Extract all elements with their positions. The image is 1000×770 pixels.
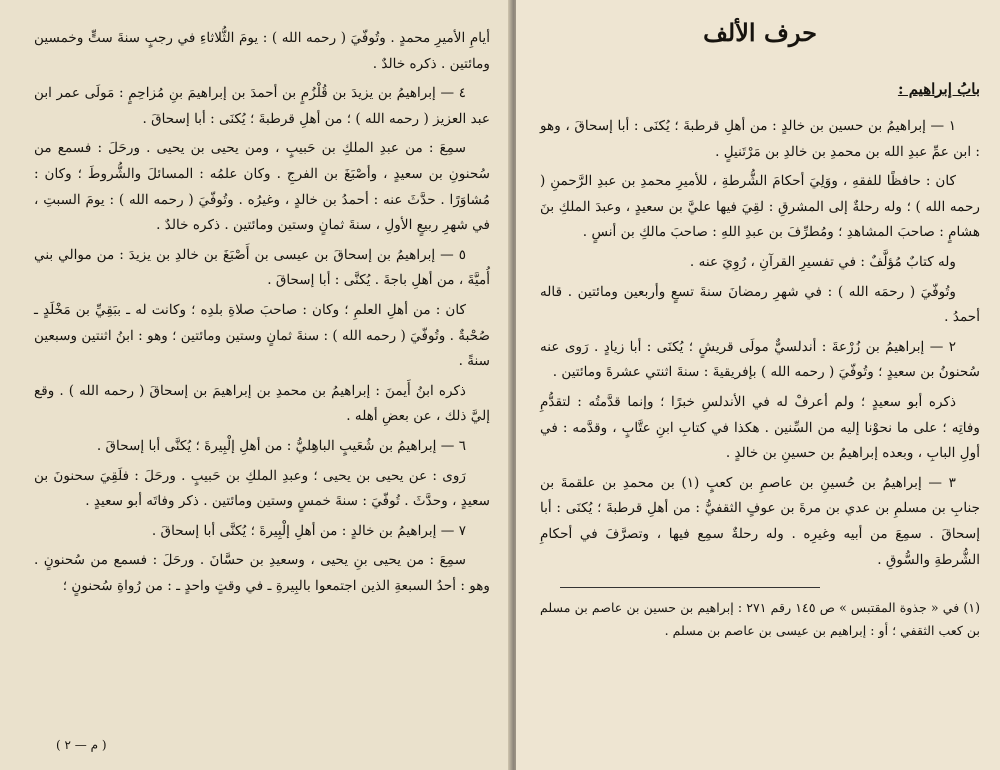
right-paragraph-3: وله كتابٌ مُؤلَّفٌ : في تفسيرِ القرآنِ ، رُوِيَ عنه .	[689, 253, 956, 270]
footnote-divider	[560, 587, 820, 588]
left-entry-6: ٦ — إبراهيمُ بن شُعَيبٍ الباهِليُّ : من أهلِ إلْبِيرةَ ؛ يُكنَّى أبا إسحاقَ .	[96, 437, 466, 454]
right-entry-1: ١ — إبراهيمُ بن حسين بن خالدٍ : من أهلِ قرطبةَ ؛ يُكنَى : أبا إسحاقَ ، وهو : ابن عمِّ عبدِ الله بن محمدِ بن خالدِ بن مَرْتَنيلٍ .	[540, 118, 980, 160]
left-paragraph-1: أيامِ الأميرِ محمدٍ . وتُوفّيَ ( رحمه الله ) : يومَ الثُّلاثاءِ في رجبٍ سنةَ ستٍّ وخمسين ومائتين . ذكره خالدٌ .	[34, 30, 490, 72]
left-paragraph-5: كان : من أهلِ العلمِ ؛ وكان : صاحبَ صلاةِ بلدِه ؛ وكانت له ـ ببَقِيِّ بن مَخْلَدٍ ـ صُحْبةٌ . وتُوفّيَ ( رحمه الله ) : سنةَ ثمانٍ وستين ومائتين ؛ وهو : ابنُ اثنتين وسبعين سنةً .	[34, 301, 490, 370]
left-paragraph-3: سمِعَ : من عبدِ الملكِ بن حَبيبٍ ، ومن يحيى بن يحيى . ورحَلَ : فسمع من سُحنونِ بن سعيدٍ ، وأصْبَغَ بن الفرجِ . وكان علمُه : المسائلَ والشُّروطَ ؛ وكان : مُشاوَرًا . حدَّثَ عنه : أحمدُ بن خالدٍ ، وغيرُه . وتُوفّيَ ( رحمه الله ) : يومَ السبتِ ، في شهرِ ربيعٍ الأولِ ، سنةَ ثمانٍ وستين ومائتين . ذكره خالدٌ .	[34, 140, 490, 234]
chapter-title: حرف الألف	[703, 18, 817, 47]
right-page	[516, 0, 1000, 770]
section-heading: بابُ إبراهيم :	[897, 80, 980, 98]
left-paragraph-10: سمِعَ : من يحيى بنِ يحيى ، وسعيدِ بن حسَّانَ . ورحَلَ : فسمع من سُحنونٍ . وهو : أحدُ السبعةِ الذين اجتمعوا بالبِيرةِ ـ في وقتٍ واحدٍ ـ : من رُواةِ سُحنونٍ ؛	[34, 552, 490, 594]
left-paragraph-8: رَوى : عن يحيى بن يحيى ؛ وعبدِ الملكِ بن حَبيبٍ . ورحَلَ : فلَقِيَ سحنونَ بن سعيدٍ ، وحدَّثَ . تُوفّيَ : سنةَ خمسٍ وستين ومائتين . ذكر وفاتَه أبو سعيدٍ .	[34, 467, 490, 510]
left-paragraph-6: ذكره ابنُ أَيمنَ : إبراهيمُ بن محمدِ بن إبراهيمَ بن إسحاقَ ( رحمه الله ) . وقع إليَّ ذلك ، عن بعضِ أهله .	[34, 382, 490, 425]
left-entry-7: ٧ — إبراهيمُ بن خالدٍ : من أهلِ إلْبِيرةَ ؛ يُكنَّى أبا إسحاقَ .	[151, 522, 466, 539]
footnote: (١) في « جذوة المقتبس » ص ١٤٥ رقم ٢٧١ : إبراهيم بن حسين بن عاصم بن مسلم بن كعب الثقفي ؛ أو : إبراهيم بن عيسى بن عاصم بن مسلم .	[540, 600, 981, 639]
left-entry-5: ٥ — إبراهيمُ بن إسحاقَ بن عيسى بن أَصْبَغَ بن خالدِ بن يزيدَ : من موالي بني أُميَّةَ ، من أهلِ باجةَ . يُكنَّى : أبا إسحاقَ .	[34, 246, 490, 289]
right-entry-2: ٢ — إبراهيمُ بن زُرْعةَ : أندلسيٌّ مولَى قريشٍ ؛ يُكنَى : أبا زيادٍ . رَوى عنه سُحنونُ بن سعيدٍ ؛ وتُوفّيَ ( رحمه الله ) بإفريقيةَ : سنةَ اثنتي عشرةَ ومائتين .	[540, 338, 980, 381]
left-entry-4: ٤ — إبراهيمُ بن يزيدَ بن قُلْزُمٍ بن أحمدَ بن إبراهيمَ بنِ مُزاحِمٍ : مَولَى عمر ابن عبد العزيز ( رحمه الله ) ؛ من أهلِ قرطبةَ ؛ يُكنَى : أبا إسحاقَ .	[34, 85, 490, 127]
right-entry-3: ٣ — إبراهيمُ بن حُسينِ بن عاصمِ بن كعبٍ (١) بن محمدِ بن علقمةَ بن جنابِ بن مسلمِ بن عدي بن مرةَ بن عوفٍ الثقفيُّ : من أهلِ قرطبةَ ؛ يُكنَى : أبا إسحاقَ . سمِعَ من أبيه وغيرِه . وله رحلةٌ سمِع فيها ، وتصرَّفَ في أحكامِ الشُّرطةِ والسُّوقِ .	[540, 474, 980, 568]
right-paragraph-4: وتُوفّيَ ( رحمَه الله ) : في شهرِ رمضانَ سنةَ تسعٍ وأربعين ومائتين . قاله أحمدُ .	[540, 283, 980, 326]
right-paragraph-2: كان : حافظًا للفقهِ ، ووَلِيَ أحكامَ الشُّرطةِ ، للأميرِ محمدِ بن عبدِ الرَّحمنِ ( رحمه الله ) ؛ وله رحلةٌ إلى المشرقِ : لقِيَ فيها عليَّ بن سعيدٍ ، وعبدَ الملكِ بنَ هشامٍ : صاحبَ المشاهدِ ؛ ومُطرِّفَ بن عبدِ اللهِ : صاحبَ مالكِ بن أنسٍ .	[540, 173, 980, 241]
right-paragraph-6: ذكره أبو سعيدٍ ؛ ولم أعرفْ له في الأندلسِ خبرًا ؛ وإنما قدَّمتُه : لتقدُّمِ وفاتِه ؛ على ما نحوْنا إليه من السِّنين . هكذا في كتابِ ابنِ عتَّابٍ ، وقدَّمه : في أولِ البابِ ، وبعده إبراهيمُ بن حسينِ بن خالدٍ .	[540, 393, 980, 462]
page-folio: ( م — ٢ )	[56, 738, 107, 752]
